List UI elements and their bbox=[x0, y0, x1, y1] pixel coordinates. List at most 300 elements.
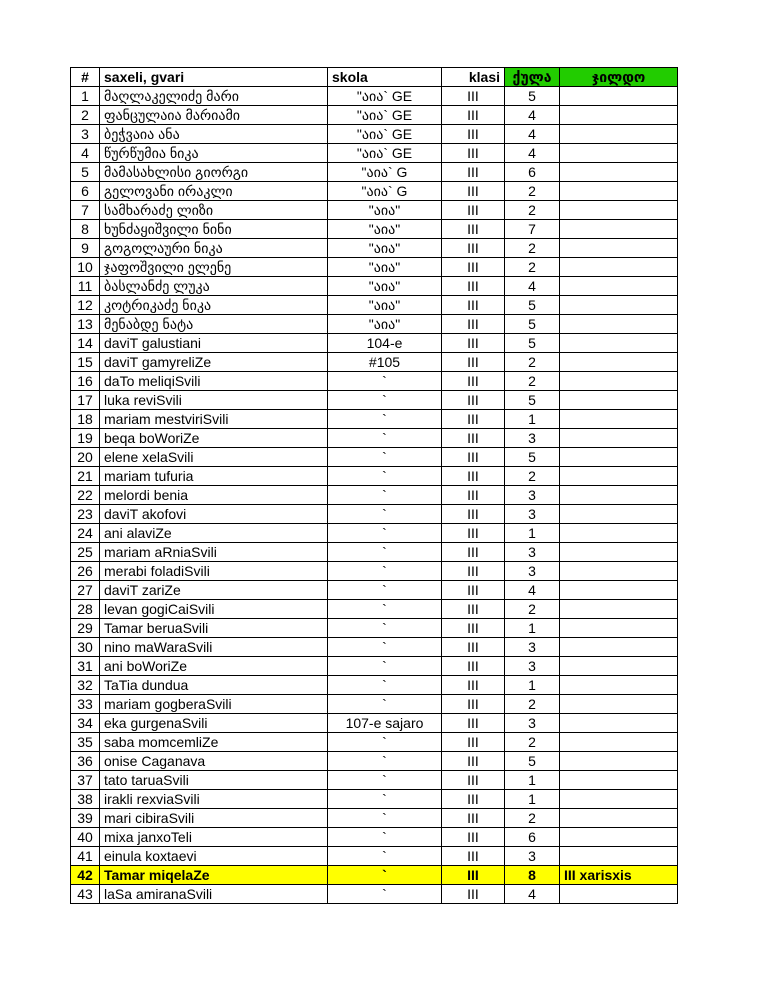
table-row bbox=[71, 429, 678, 448]
school-cell: "აია` G bbox=[328, 182, 442, 201]
header-prize: ჯილდო bbox=[560, 68, 678, 87]
score-cell: 3 bbox=[505, 714, 560, 733]
table-row bbox=[71, 505, 678, 524]
table-row bbox=[71, 182, 678, 201]
row-number-cell: 11 bbox=[71, 277, 100, 296]
table-row bbox=[71, 410, 678, 429]
prize-cell bbox=[560, 429, 678, 448]
table-row bbox=[71, 201, 678, 220]
score-cell: 2 bbox=[505, 733, 560, 752]
class-cell: III bbox=[442, 581, 505, 600]
row-number-cell: 26 bbox=[71, 562, 100, 581]
prize-cell bbox=[560, 847, 678, 866]
school-cell: ` bbox=[328, 847, 442, 866]
class-cell: III bbox=[442, 448, 505, 467]
table-row bbox=[71, 163, 678, 182]
score-cell: 1 bbox=[505, 524, 560, 543]
table-row bbox=[71, 657, 678, 676]
row-number-cell: 28 bbox=[71, 600, 100, 619]
class-cell: III bbox=[442, 866, 505, 885]
student-name-cell: irakli rexviaSvili bbox=[100, 790, 328, 809]
class-cell: III bbox=[442, 885, 505, 904]
table-row bbox=[71, 296, 678, 315]
prize-cell bbox=[560, 258, 678, 277]
prize-cell bbox=[560, 695, 678, 714]
row-number-cell: 38 bbox=[71, 790, 100, 809]
class-cell: III bbox=[442, 657, 505, 676]
row-number-cell: 27 bbox=[71, 581, 100, 600]
class-cell: III bbox=[442, 638, 505, 657]
row-number-cell: 42 bbox=[71, 866, 100, 885]
prize-cell bbox=[560, 296, 678, 315]
school-cell: ` bbox=[328, 372, 442, 391]
score-cell: 5 bbox=[505, 391, 560, 410]
student-name-cell: mari cibiraSvili bbox=[100, 809, 328, 828]
class-cell: III bbox=[442, 391, 505, 410]
row-number-cell: 10 bbox=[71, 258, 100, 277]
score-cell: 4 bbox=[505, 885, 560, 904]
prize-cell bbox=[560, 467, 678, 486]
score-cell: 2 bbox=[505, 372, 560, 391]
class-cell: III bbox=[442, 334, 505, 353]
prize-cell bbox=[560, 277, 678, 296]
student-name-cell: mariam mestviriSvili bbox=[100, 410, 328, 429]
class-cell: III bbox=[442, 429, 505, 448]
school-cell: #105 bbox=[328, 353, 442, 372]
student-name-cell: ბეჭვაია ანა bbox=[100, 125, 328, 144]
row-number-cell: 34 bbox=[71, 714, 100, 733]
table-row bbox=[71, 695, 678, 714]
table-row bbox=[71, 790, 678, 809]
table-row bbox=[71, 543, 678, 562]
student-name-cell: beqa boWoriZe bbox=[100, 429, 328, 448]
school-cell: "აია" bbox=[328, 258, 442, 277]
score-cell: 3 bbox=[505, 638, 560, 657]
score-cell: 5 bbox=[505, 315, 560, 334]
class-cell: III bbox=[442, 106, 505, 125]
row-number-cell: 33 bbox=[71, 695, 100, 714]
class-cell: III bbox=[442, 296, 505, 315]
student-name-cell: tato taruaSvili bbox=[100, 771, 328, 790]
prize-cell bbox=[560, 372, 678, 391]
score-cell: 2 bbox=[505, 467, 560, 486]
class-cell: III bbox=[442, 809, 505, 828]
class-cell: III bbox=[442, 220, 505, 239]
row-number-cell: 1 bbox=[71, 87, 100, 106]
school-cell: ` bbox=[328, 448, 442, 467]
header-school: skola bbox=[328, 68, 442, 87]
class-cell: III bbox=[442, 239, 505, 258]
score-cell: 3 bbox=[505, 505, 560, 524]
class-cell: III bbox=[442, 182, 505, 201]
school-cell: "აია" bbox=[328, 315, 442, 334]
student-name-cell: კოტრიკაძე ნიკა bbox=[100, 296, 328, 315]
table-row bbox=[71, 676, 678, 695]
header-row bbox=[71, 68, 678, 87]
row-number-cell: 32 bbox=[71, 676, 100, 695]
table-row bbox=[71, 524, 678, 543]
table-row bbox=[71, 106, 678, 125]
school-cell: ` bbox=[328, 828, 442, 847]
class-cell: III bbox=[442, 771, 505, 790]
score-cell: 1 bbox=[505, 771, 560, 790]
prize-cell bbox=[560, 353, 678, 372]
score-cell: 2 bbox=[505, 600, 560, 619]
student-name-cell: daviT galustiani bbox=[100, 334, 328, 353]
row-number-cell: 2 bbox=[71, 106, 100, 125]
prize-cell bbox=[560, 638, 678, 657]
table-row bbox=[71, 771, 678, 790]
table-row bbox=[71, 277, 678, 296]
prize-cell bbox=[560, 771, 678, 790]
prize-cell bbox=[560, 87, 678, 106]
class-cell: III bbox=[442, 486, 505, 505]
school-cell: ` bbox=[328, 885, 442, 904]
student-name-cell: daTo meliqiSvili bbox=[100, 372, 328, 391]
school-cell: ` bbox=[328, 866, 442, 885]
school-cell: ` bbox=[328, 809, 442, 828]
class-cell: III bbox=[442, 619, 505, 638]
school-cell: ` bbox=[328, 581, 442, 600]
student-name-cell: გელოვანი ირაკლი bbox=[100, 182, 328, 201]
school-cell: ` bbox=[328, 600, 442, 619]
prize-cell bbox=[560, 524, 678, 543]
class-cell: III bbox=[442, 258, 505, 277]
class-cell: III bbox=[442, 410, 505, 429]
row-number-cell: 13 bbox=[71, 315, 100, 334]
row-number-cell: 19 bbox=[71, 429, 100, 448]
score-cell: 2 bbox=[505, 201, 560, 220]
prize-cell bbox=[560, 315, 678, 334]
prize-cell bbox=[560, 714, 678, 733]
table-row bbox=[71, 467, 678, 486]
prize-cell bbox=[560, 239, 678, 258]
class-cell: III bbox=[442, 733, 505, 752]
prize-cell bbox=[560, 657, 678, 676]
class-cell: III bbox=[442, 277, 505, 296]
prize-cell bbox=[560, 828, 678, 847]
student-name-cell: elene xelaSvili bbox=[100, 448, 328, 467]
score-cell: 4 bbox=[505, 144, 560, 163]
school-cell: "აია` GE bbox=[328, 144, 442, 163]
row-number-cell: 35 bbox=[71, 733, 100, 752]
score-cell: 5 bbox=[505, 87, 560, 106]
table-row bbox=[71, 391, 678, 410]
prize-cell bbox=[560, 106, 678, 125]
school-cell: "აია" bbox=[328, 220, 442, 239]
school-cell: ` bbox=[328, 619, 442, 638]
header-number: # bbox=[71, 68, 100, 87]
student-name-cell: luka reviSvili bbox=[100, 391, 328, 410]
prize-cell bbox=[560, 581, 678, 600]
score-cell: 1 bbox=[505, 619, 560, 638]
class-cell: III bbox=[442, 144, 505, 163]
student-name-cell: laSa amiranaSvili bbox=[100, 885, 328, 904]
row-number-cell: 7 bbox=[71, 201, 100, 220]
row-number-cell: 8 bbox=[71, 220, 100, 239]
prize-cell bbox=[560, 885, 678, 904]
prize-cell bbox=[560, 505, 678, 524]
table-row bbox=[71, 619, 678, 638]
row-number-cell: 31 bbox=[71, 657, 100, 676]
prize-cell bbox=[560, 619, 678, 638]
class-cell: III bbox=[442, 372, 505, 391]
student-name-cell: daviT zariZe bbox=[100, 581, 328, 600]
score-cell: 4 bbox=[505, 277, 560, 296]
score-cell: 3 bbox=[505, 657, 560, 676]
student-name-cell: daviT akofovi bbox=[100, 505, 328, 524]
class-cell: III bbox=[442, 790, 505, 809]
score-cell: 4 bbox=[505, 106, 560, 125]
class-cell: III bbox=[442, 505, 505, 524]
row-number-cell: 23 bbox=[71, 505, 100, 524]
prize-cell bbox=[560, 334, 678, 353]
class-cell: III bbox=[442, 600, 505, 619]
score-cell: 5 bbox=[505, 334, 560, 353]
score-cell: 5 bbox=[505, 448, 560, 467]
prize-cell bbox=[560, 790, 678, 809]
row-number-cell: 4 bbox=[71, 144, 100, 163]
prize-cell bbox=[560, 448, 678, 467]
score-cell: 7 bbox=[505, 220, 560, 239]
student-name-cell: Tamar beruaSvili bbox=[100, 619, 328, 638]
score-cell: 4 bbox=[505, 581, 560, 600]
student-name-cell: ბასლანძე ლუკა bbox=[100, 277, 328, 296]
row-number-cell: 12 bbox=[71, 296, 100, 315]
student-name-cell: ani alaviZe bbox=[100, 524, 328, 543]
score-cell: 2 bbox=[505, 809, 560, 828]
prize-cell bbox=[560, 809, 678, 828]
row-number-cell: 15 bbox=[71, 353, 100, 372]
row-number-cell: 21 bbox=[71, 467, 100, 486]
score-cell: 1 bbox=[505, 676, 560, 695]
school-cell: "აია` GE bbox=[328, 106, 442, 125]
prize-cell bbox=[560, 220, 678, 239]
row-number-cell: 41 bbox=[71, 847, 100, 866]
row-number-cell: 20 bbox=[71, 448, 100, 467]
student-name-cell: saba momcemliZe bbox=[100, 733, 328, 752]
class-cell: III bbox=[442, 562, 505, 581]
school-cell: "აია" bbox=[328, 277, 442, 296]
row-number-cell: 39 bbox=[71, 809, 100, 828]
student-name-cell: mariam aRniaSvili bbox=[100, 543, 328, 562]
score-cell: 3 bbox=[505, 847, 560, 866]
header-score: ქულა bbox=[505, 68, 560, 87]
student-name-cell: მაღლაკელიძე მარი bbox=[100, 87, 328, 106]
class-cell: III bbox=[442, 524, 505, 543]
row-number-cell: 16 bbox=[71, 372, 100, 391]
score-cell: 6 bbox=[505, 163, 560, 182]
school-cell: 107-e sajaro bbox=[328, 714, 442, 733]
row-number-cell: 30 bbox=[71, 638, 100, 657]
student-name-cell: onise Caganava bbox=[100, 752, 328, 771]
results-table bbox=[70, 67, 678, 904]
table-row bbox=[71, 866, 678, 885]
row-number-cell: 24 bbox=[71, 524, 100, 543]
row-number-cell: 18 bbox=[71, 410, 100, 429]
class-cell: III bbox=[442, 125, 505, 144]
prize-cell bbox=[560, 410, 678, 429]
student-name-cell: daviT gamyreliZe bbox=[100, 353, 328, 372]
student-name-cell: melordi benia bbox=[100, 486, 328, 505]
class-cell: III bbox=[442, 752, 505, 771]
table-row bbox=[71, 220, 678, 239]
score-cell: 1 bbox=[505, 790, 560, 809]
school-cell: ` bbox=[328, 410, 442, 429]
row-number-cell: 36 bbox=[71, 752, 100, 771]
prize-cell bbox=[560, 752, 678, 771]
student-name-cell: ani boWoriZe bbox=[100, 657, 328, 676]
row-number-cell: 6 bbox=[71, 182, 100, 201]
school-cell: ` bbox=[328, 790, 442, 809]
student-name-cell: mixa janxoTeli bbox=[100, 828, 328, 847]
prize-cell bbox=[560, 391, 678, 410]
score-cell: 6 bbox=[505, 828, 560, 847]
school-cell: "აია` GE bbox=[328, 87, 442, 106]
score-cell: 2 bbox=[505, 239, 560, 258]
table-row bbox=[71, 334, 678, 353]
class-cell: III bbox=[442, 695, 505, 714]
student-name-cell: nino maWaraSvili bbox=[100, 638, 328, 657]
prize-cell bbox=[560, 125, 678, 144]
prize-cell: III xarisxis bbox=[560, 866, 678, 885]
prize-cell bbox=[560, 543, 678, 562]
school-cell: ` bbox=[328, 733, 442, 752]
school-cell: ` bbox=[328, 543, 442, 562]
table-row bbox=[71, 828, 678, 847]
student-name-cell: Tamar miqelaZe bbox=[100, 866, 328, 885]
table-row bbox=[71, 847, 678, 866]
prize-cell bbox=[560, 163, 678, 182]
table-row bbox=[71, 752, 678, 771]
table-row bbox=[71, 448, 678, 467]
student-name-cell: ფანცულაია მარიამი bbox=[100, 106, 328, 125]
row-number-cell: 43 bbox=[71, 885, 100, 904]
table-row bbox=[71, 239, 678, 258]
student-name-cell: გოგოლაური ნიკა bbox=[100, 239, 328, 258]
school-cell: "აია` GE bbox=[328, 125, 442, 144]
row-number-cell: 29 bbox=[71, 619, 100, 638]
student-name-cell: სამხარაძე ლიზი bbox=[100, 201, 328, 220]
table-row bbox=[71, 885, 678, 904]
school-cell: ` bbox=[328, 771, 442, 790]
prize-cell bbox=[560, 144, 678, 163]
table-row bbox=[71, 315, 678, 334]
score-cell: 4 bbox=[505, 125, 560, 144]
class-cell: III bbox=[442, 163, 505, 182]
score-cell: 3 bbox=[505, 562, 560, 581]
table-row bbox=[71, 258, 678, 277]
score-cell: 2 bbox=[505, 182, 560, 201]
school-cell: "აია" bbox=[328, 239, 442, 258]
table-row bbox=[71, 372, 678, 391]
student-name-cell: TaTia dundua bbox=[100, 676, 328, 695]
table-row bbox=[71, 125, 678, 144]
class-cell: III bbox=[442, 353, 505, 372]
class-cell: III bbox=[442, 676, 505, 695]
school-cell: ` bbox=[328, 752, 442, 771]
table-row bbox=[71, 600, 678, 619]
student-name-cell: mariam tufuria bbox=[100, 467, 328, 486]
prize-cell bbox=[560, 201, 678, 220]
table-row bbox=[71, 733, 678, 752]
school-cell: ` bbox=[328, 676, 442, 695]
score-cell: 5 bbox=[505, 752, 560, 771]
student-name-cell: merabi foladiSvili bbox=[100, 562, 328, 581]
header-class: klasi bbox=[442, 68, 505, 87]
school-cell: 104-e bbox=[328, 334, 442, 353]
header-name: saxeli, gvari bbox=[100, 68, 328, 87]
table-row bbox=[71, 486, 678, 505]
prize-cell bbox=[560, 676, 678, 695]
student-name-cell: წურწუმია ნიკა bbox=[100, 144, 328, 163]
table-row bbox=[71, 714, 678, 733]
table-body bbox=[71, 87, 678, 904]
prize-cell bbox=[560, 182, 678, 201]
school-cell: ` bbox=[328, 467, 442, 486]
score-cell: 1 bbox=[505, 410, 560, 429]
student-name-cell: მენაბდე ნატა bbox=[100, 315, 328, 334]
row-number-cell: 17 bbox=[71, 391, 100, 410]
table-row bbox=[71, 562, 678, 581]
score-cell: 3 bbox=[505, 486, 560, 505]
school-cell: ` bbox=[328, 562, 442, 581]
class-cell: III bbox=[442, 87, 505, 106]
school-cell: ` bbox=[328, 657, 442, 676]
class-cell: III bbox=[442, 828, 505, 847]
school-cell: ` bbox=[328, 524, 442, 543]
student-name-cell: ხუნძაყიშვილი ნინი bbox=[100, 220, 328, 239]
row-number-cell: 14 bbox=[71, 334, 100, 353]
student-name-cell: eka gurgenaSvili bbox=[100, 714, 328, 733]
table-row bbox=[71, 581, 678, 600]
table-row bbox=[71, 87, 678, 106]
student-name-cell: einula koxtaevi bbox=[100, 847, 328, 866]
table-row bbox=[71, 809, 678, 828]
table-row bbox=[71, 638, 678, 657]
score-cell: 3 bbox=[505, 429, 560, 448]
student-name-cell: levan gogiCaiSvili bbox=[100, 600, 328, 619]
school-cell: ` bbox=[328, 429, 442, 448]
score-cell: 8 bbox=[505, 866, 560, 885]
class-cell: III bbox=[442, 201, 505, 220]
school-cell: "აია" bbox=[328, 201, 442, 220]
score-cell: 3 bbox=[505, 543, 560, 562]
row-number-cell: 3 bbox=[71, 125, 100, 144]
class-cell: III bbox=[442, 714, 505, 733]
row-number-cell: 25 bbox=[71, 543, 100, 562]
student-name-cell: ჯაფოშვილი ელენე bbox=[100, 258, 328, 277]
row-number-cell: 40 bbox=[71, 828, 100, 847]
class-cell: III bbox=[442, 315, 505, 334]
row-number-cell: 9 bbox=[71, 239, 100, 258]
prize-cell bbox=[560, 562, 678, 581]
school-cell: ` bbox=[328, 486, 442, 505]
school-cell: ` bbox=[328, 638, 442, 657]
school-cell: ` bbox=[328, 695, 442, 714]
score-cell: 2 bbox=[505, 353, 560, 372]
school-cell: ` bbox=[328, 505, 442, 524]
prize-cell bbox=[560, 600, 678, 619]
row-number-cell: 5 bbox=[71, 163, 100, 182]
student-name-cell: mariam gogberaSvili bbox=[100, 695, 328, 714]
student-name-cell: მამასახლისი გიორგი bbox=[100, 163, 328, 182]
row-number-cell: 22 bbox=[71, 486, 100, 505]
prize-cell bbox=[560, 486, 678, 505]
table-row bbox=[71, 144, 678, 163]
score-cell: 2 bbox=[505, 695, 560, 714]
table-row bbox=[71, 353, 678, 372]
